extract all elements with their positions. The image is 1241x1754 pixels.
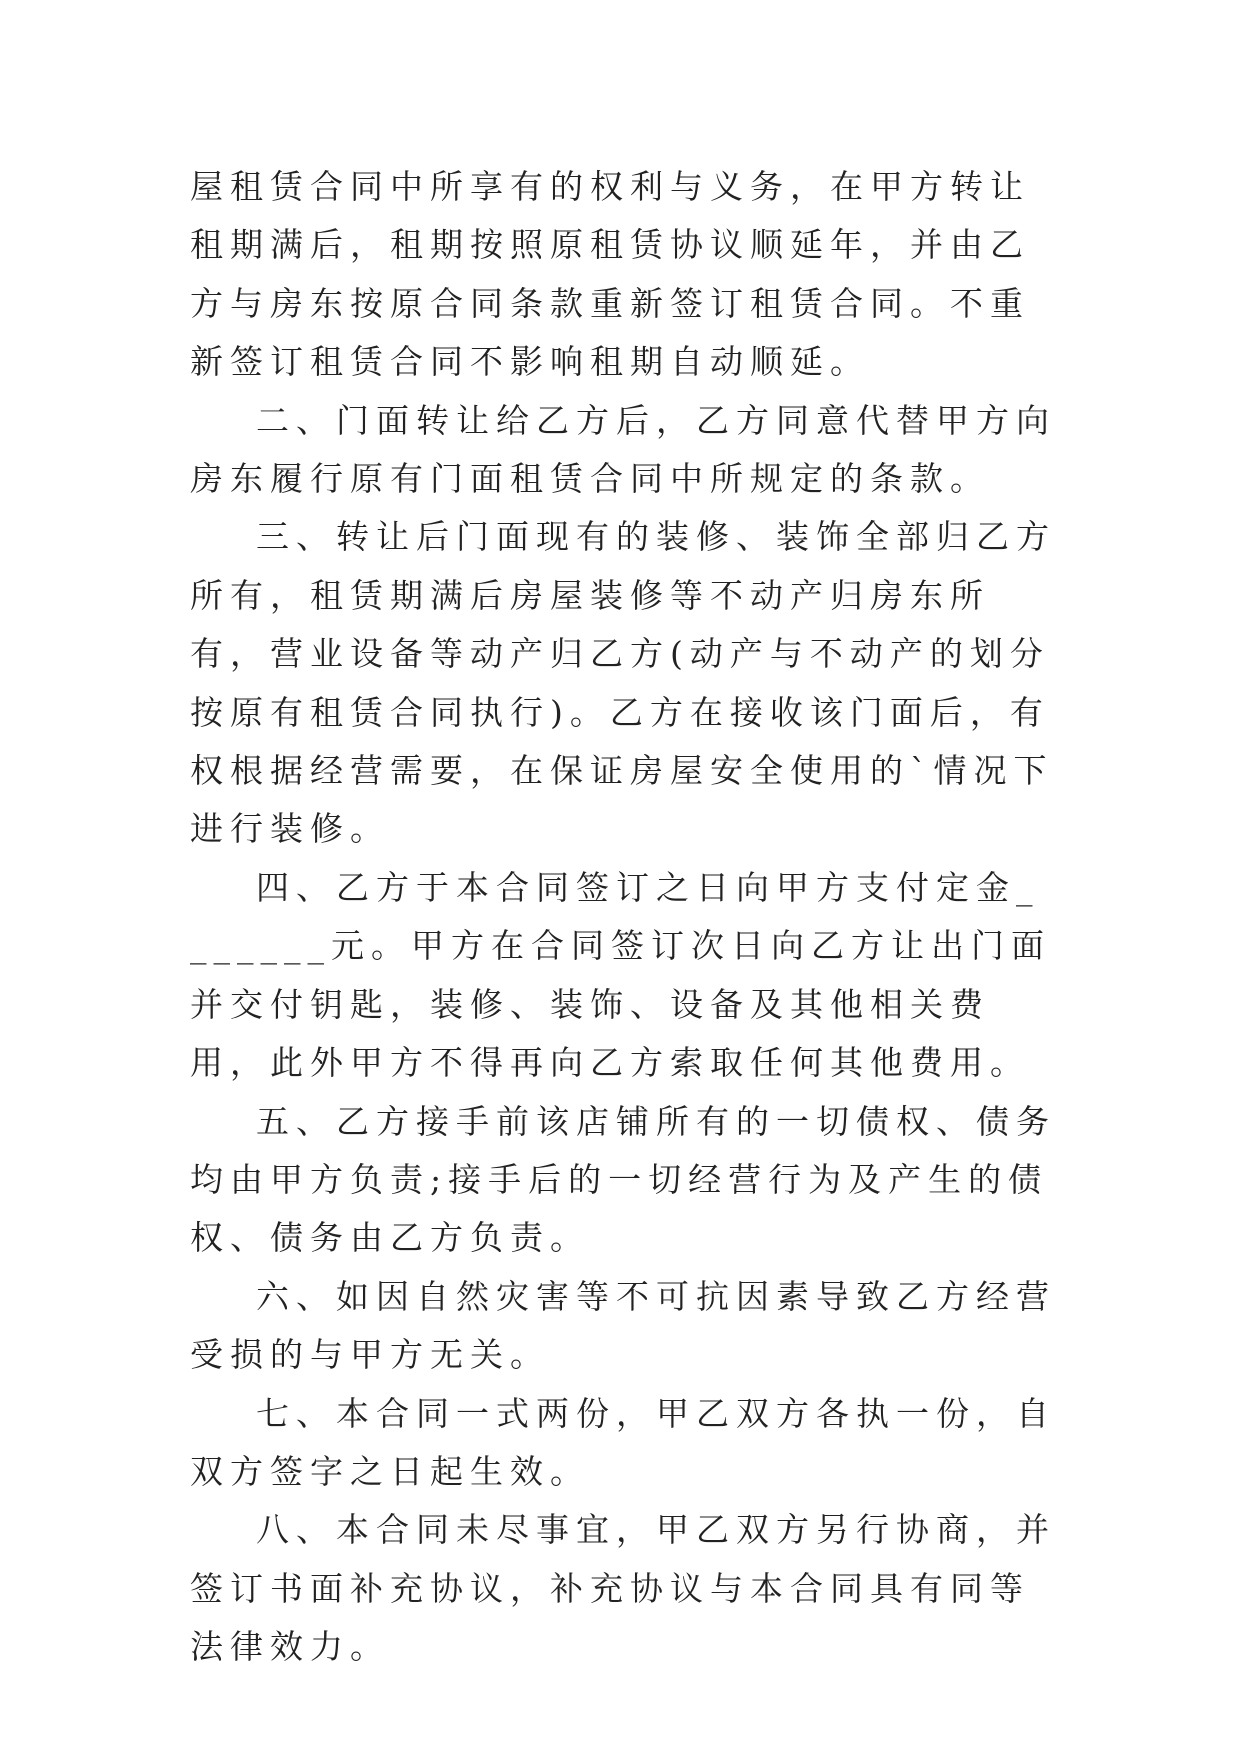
- paragraph-continuation: 屋租赁合同中所享有的权利与义务，在甲方转让租期满后，租期按照原租赁协议顺延年，并由乙方与房东按原合同条款重新签订租赁合同。不重新签订租赁合同不影响租期自动顺延。: [190, 167, 1030, 382]
- clause-4: 四、乙方于本合同签订之日向甲方支付定金_______元。甲方在合同签订次日向乙方让出门面并交付钥匙，装修、装饰、设备及其他相关费用，此外甲方不得再向乙方索取任何其他费用。: [190, 867, 1051, 1083]
- clause-8: 八、本合同未尽事宜，甲乙双方另行协商，并签订书面补充协议，补充协议与本合同具有同等法律效力。: [190, 1510, 1056, 1667]
- clause-3: 三、转让后门面现有的装修、装饰全部归乙方所有，租赁期满后房屋装修等不动产归房东所有，营业设备等动产归乙方(动产与不动产的划分按原有租赁合同执行)。乙方在接收该门面后，有权根据经营需要，在保证房屋安全使用的`情况下进行装修。: [190, 517, 1056, 849]
- clause-2: 二、门面转让给乙方后，乙方同意代替甲方向房东履行原有门面租赁合同中所规定的条款。: [190, 400, 1056, 499]
- document-body: [190, 158, 1060, 1677]
- clause-7: 七、本合同一式两份，甲乙双方各执一份，自双方签字之日起生效。: [190, 1393, 1056, 1491]
- clause-6: 六、如因自然灾害等不可抗因素导致乙方经营受损的与甲方无关。: [190, 1276, 1056, 1375]
- clause-5: 五、乙方接手前该店铺所有的一切债权、债务均由甲方负责;接手后的一切经营行为及产生的债权、债务由乙方负责。: [190, 1101, 1056, 1258]
